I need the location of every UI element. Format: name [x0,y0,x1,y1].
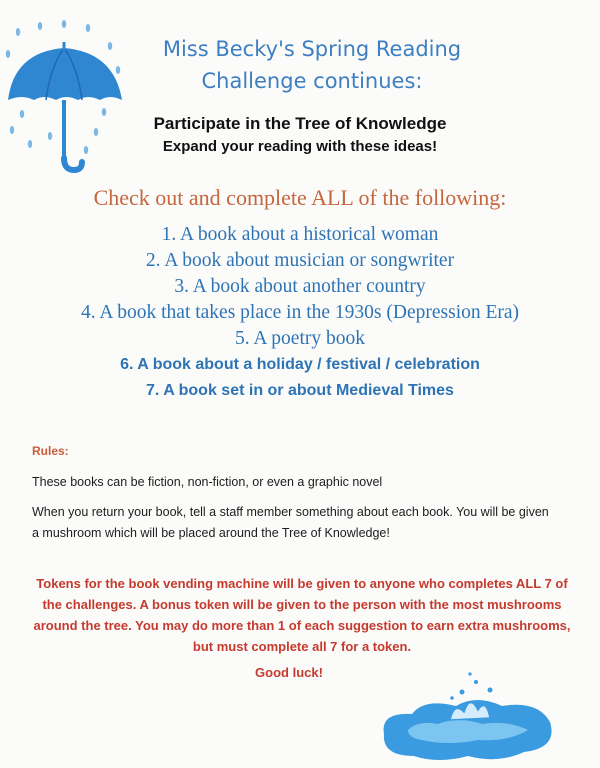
subtitle-line-2: Expand your reading with these ideas! [162,138,438,155]
water-puddle-icon [378,668,556,764]
challenge-item-2: 2. A book about musician or songwriter [145,250,455,271]
challenge-list [0,222,600,404]
subtitle-line-1: Participate in the Tree of Knowledge [153,114,447,133]
subtitle [80,112,520,158]
challenge-item-1: 1. A book about a historical woman [161,224,439,245]
challenge-item-3: 3. A book about another country [174,276,426,297]
rules-heading: Rules: [32,444,69,458]
challenge-item-5: 5. A poetry book [235,328,365,349]
page-title [112,33,512,97]
tokens-paragraph: Tokens for the book vending machine will be given to anyone who completes ALL 7 of the challenges. A bonus token will be given to the person with the most mushrooms around the tree. You may do more than 1 of each suggestion to earn extra mushrooms, but must complete all 7 for a token. [33,576,571,654]
challenge-heading: Check out and complete ALL of the following: [93,185,507,210]
challenge-item-6: 6. A book about a holiday / festival / celebration [120,356,480,373]
rules-paragraph-1: These books can be fiction, non-fiction, or even a graphic novel [32,475,383,489]
closing-text: Good luck! [255,665,323,680]
title-line-1: Miss Becky's Spring Reading [162,37,462,61]
challenge-item-4: 4. A book that takes place in the 1930s (Depression Era) [80,302,520,323]
title-line-2: Challenge continues: [201,69,423,93]
rules-paragraph-2: When you return your book, tell a staff member something about each book. You will be given a mushroom which will be placed around the Tree of Knowledge! [32,505,549,540]
challenge-item-7: 7. A book set in or about Medieval Times [146,382,454,399]
